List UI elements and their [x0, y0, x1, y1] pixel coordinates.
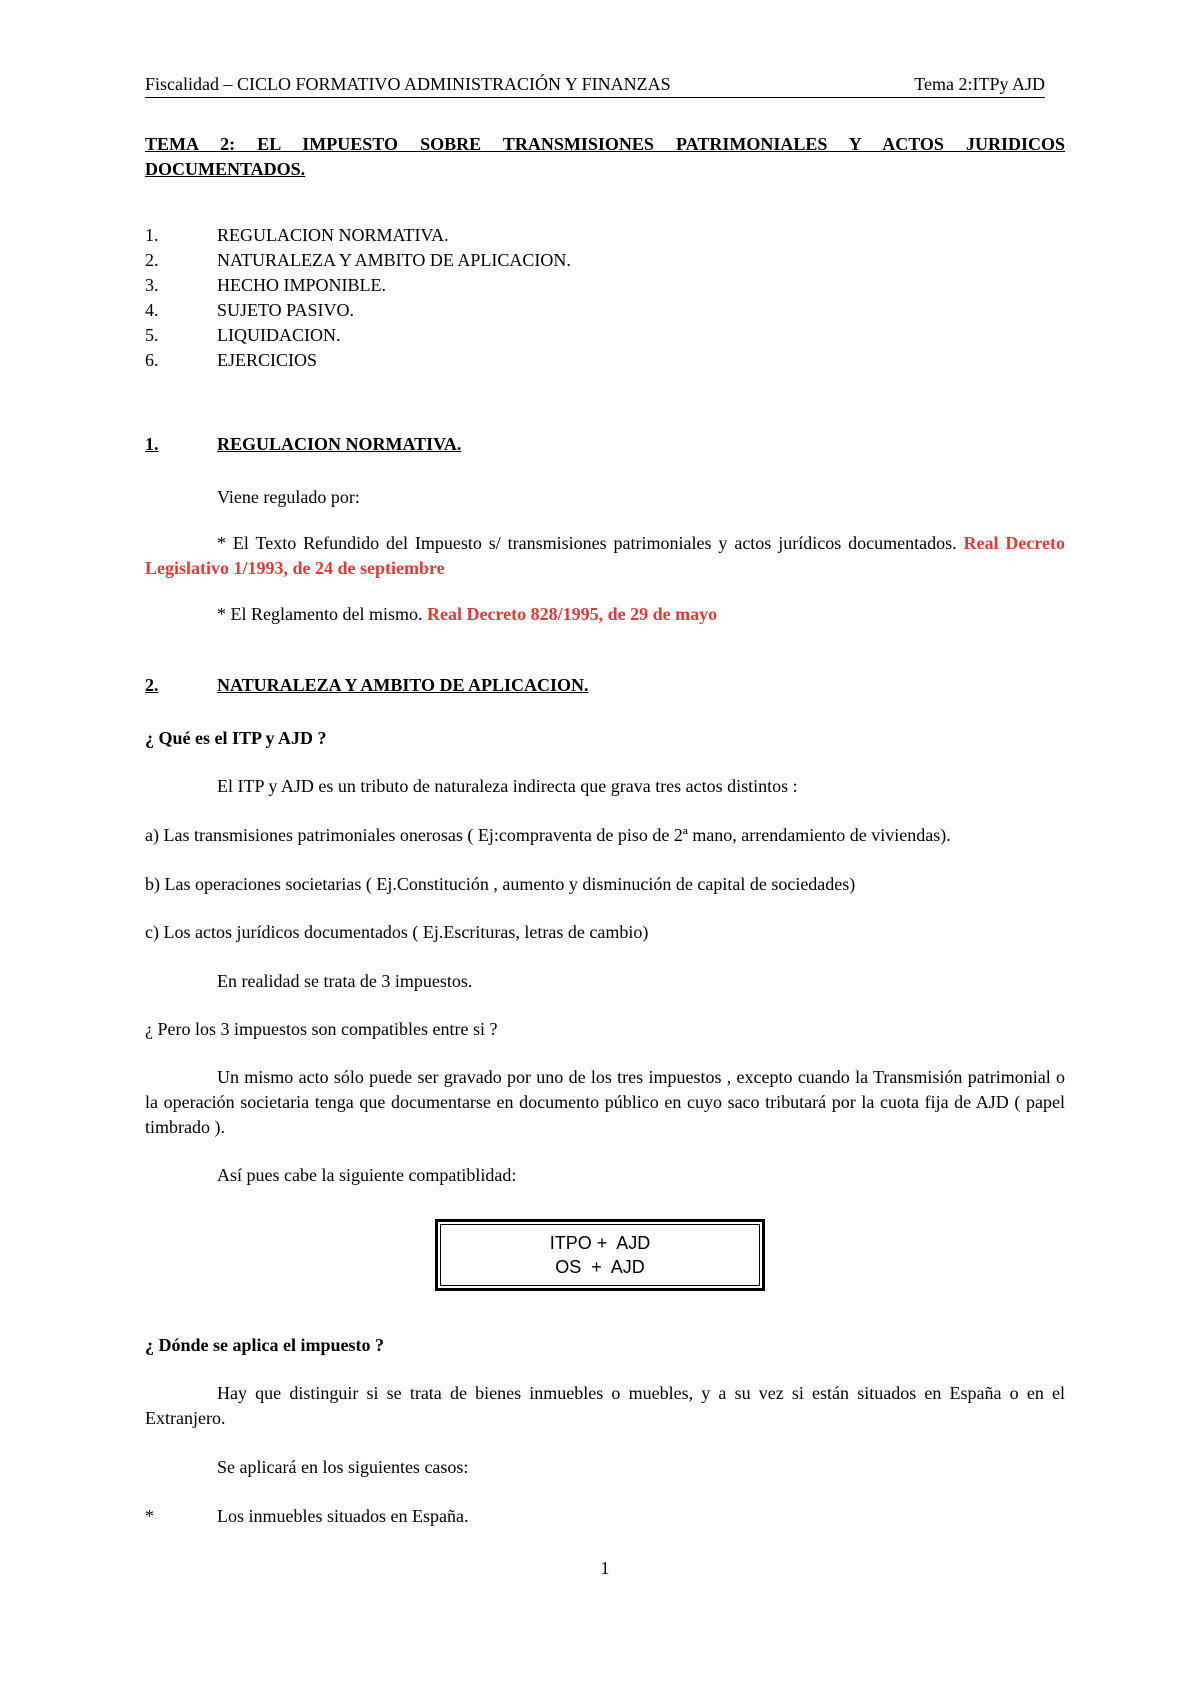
- toc-number: 5.: [145, 325, 159, 345]
- toc-number: 2.: [145, 250, 159, 270]
- paragraph-three-taxes: En realidad se trata de 3 impuestos.: [217, 971, 473, 991]
- regulation-reference: Real Decreto 828/1995, de 29 de mayo: [426, 604, 718, 624]
- toc-label: SUJETO PASIVO.: [217, 300, 355, 320]
- section-1-intro: Viene regulado por:: [217, 487, 360, 507]
- compatibility-box: [435, 1219, 765, 1291]
- table-of-contents: [145, 223, 1065, 373]
- toc-item: [145, 248, 1065, 273]
- regulation-text: * El Texto Refundido del Impuesto s/ transmisiones patrimoniales y actos jurídicos documentados.: [217, 533, 964, 553]
- toc-item: [145, 323, 1065, 348]
- list-item-b: b) Las operaciones societarias ( Ej.Constitución , aumento y disminución de capital de sociedades): [145, 874, 856, 894]
- question-what-is: ¿ Qué es el ITP y AJD ?: [145, 728, 327, 748]
- regulation-item-2: [145, 602, 1137, 627]
- toc-item: [145, 348, 1065, 373]
- toc-item: [145, 298, 1065, 323]
- page-number: 1: [600, 1558, 610, 1578]
- regulation-text: * El Reglamento del mismo.: [217, 604, 427, 624]
- section-2-heading: [145, 673, 1065, 698]
- section-title: REGULACION NORMATIVA.: [217, 434, 462, 454]
- toc-label: REGULACION NORMATIVA.: [217, 225, 449, 245]
- toc-label: NATURALEZA Y AMBITO DE APLICACION.: [217, 250, 571, 270]
- document-page: [145, 0, 1065, 1698]
- box-line-1: ITPO + AJD: [549, 1233, 651, 1253]
- box-line-2: OS + AJD: [555, 1257, 645, 1277]
- list-item-c: c) Los actos jurídicos documentados ( Ej.Escrituras, letras de cambio): [145, 922, 649, 942]
- bullet-item: [145, 1504, 1065, 1529]
- section-number: 2.: [145, 675, 159, 695]
- header-left-text: Fiscalidad – CICLO FORMATIVO ADMINISTRACIÓN Y FINANZAS: [145, 74, 671, 94]
- question-where: ¿ Dónde se aplica el impuesto ?: [145, 1335, 385, 1355]
- section-1-heading: [145, 432, 1065, 457]
- toc-label: HECHO IMPONIBLE.: [217, 275, 386, 295]
- paragraph-definition: El ITP y AJD es un tributo de naturaleza indirecta que grava tres actos distintos :: [217, 776, 798, 796]
- paragraph-compatibility: Un mismo acto sólo puede ser gravado por uno de los tres impuestos , excepto cuando la Transmisión patrimonial o la operación societaria tenga que documentarse en documento público en cuyo saco tributará por la cuota fija de AJD ( papel timbrado ).: [145, 1067, 1065, 1137]
- bullet-mark: *: [145, 1506, 154, 1526]
- paragraph-distinguish: Hay que distinguir si se trata de bienes inmuebles o muebles, y a su vez si están situados en España o en el Extranjero.: [145, 1383, 1065, 1428]
- document-title: TEMA 2: EL IMPUESTO SOBRE TRANSMISIONES PATRIMONIALES Y ACTOS JURIDICOS DOCUMENTADOS.: [145, 134, 1065, 179]
- section-title: NATURALEZA Y AMBITO DE APLICACION.: [217, 675, 589, 695]
- toc-item: [145, 273, 1065, 298]
- toc-number: 3.: [145, 275, 159, 295]
- paragraph-compatibility-intro: Así pues cabe la siguiente compatiblidad:: [217, 1165, 517, 1185]
- question-compatible: ¿ Pero los 3 impuestos son compatibles entre si ?: [145, 1019, 498, 1039]
- paragraph-cases: Se aplicará en los siguientes casos:: [217, 1457, 469, 1477]
- toc-number: 4.: [145, 300, 159, 320]
- toc-label: EJERCICIOS: [217, 350, 318, 370]
- page-header: [145, 72, 1045, 98]
- header-right-text: Tema 2:ITPy AJD: [914, 74, 1045, 94]
- list-item-a: a) Las transmisiones patrimoniales onerosas ( Ej:compraventa de piso de 2ª mano, arrendamiento de viviendas).: [145, 825, 951, 845]
- toc-number: 6.: [145, 350, 159, 370]
- toc-number: 1.: [145, 225, 159, 245]
- bullet-text: Los inmuebles situados en España.: [217, 1506, 469, 1526]
- section-number: 1.: [145, 434, 159, 454]
- toc-item: [145, 223, 1065, 248]
- toc-label: LIQUIDACION.: [217, 325, 341, 345]
- regulation-reference: Real Decreto Legislativo 1/1993, de 24 de septiembre: [145, 533, 1065, 578]
- regulation-item-1: [145, 531, 1065, 581]
